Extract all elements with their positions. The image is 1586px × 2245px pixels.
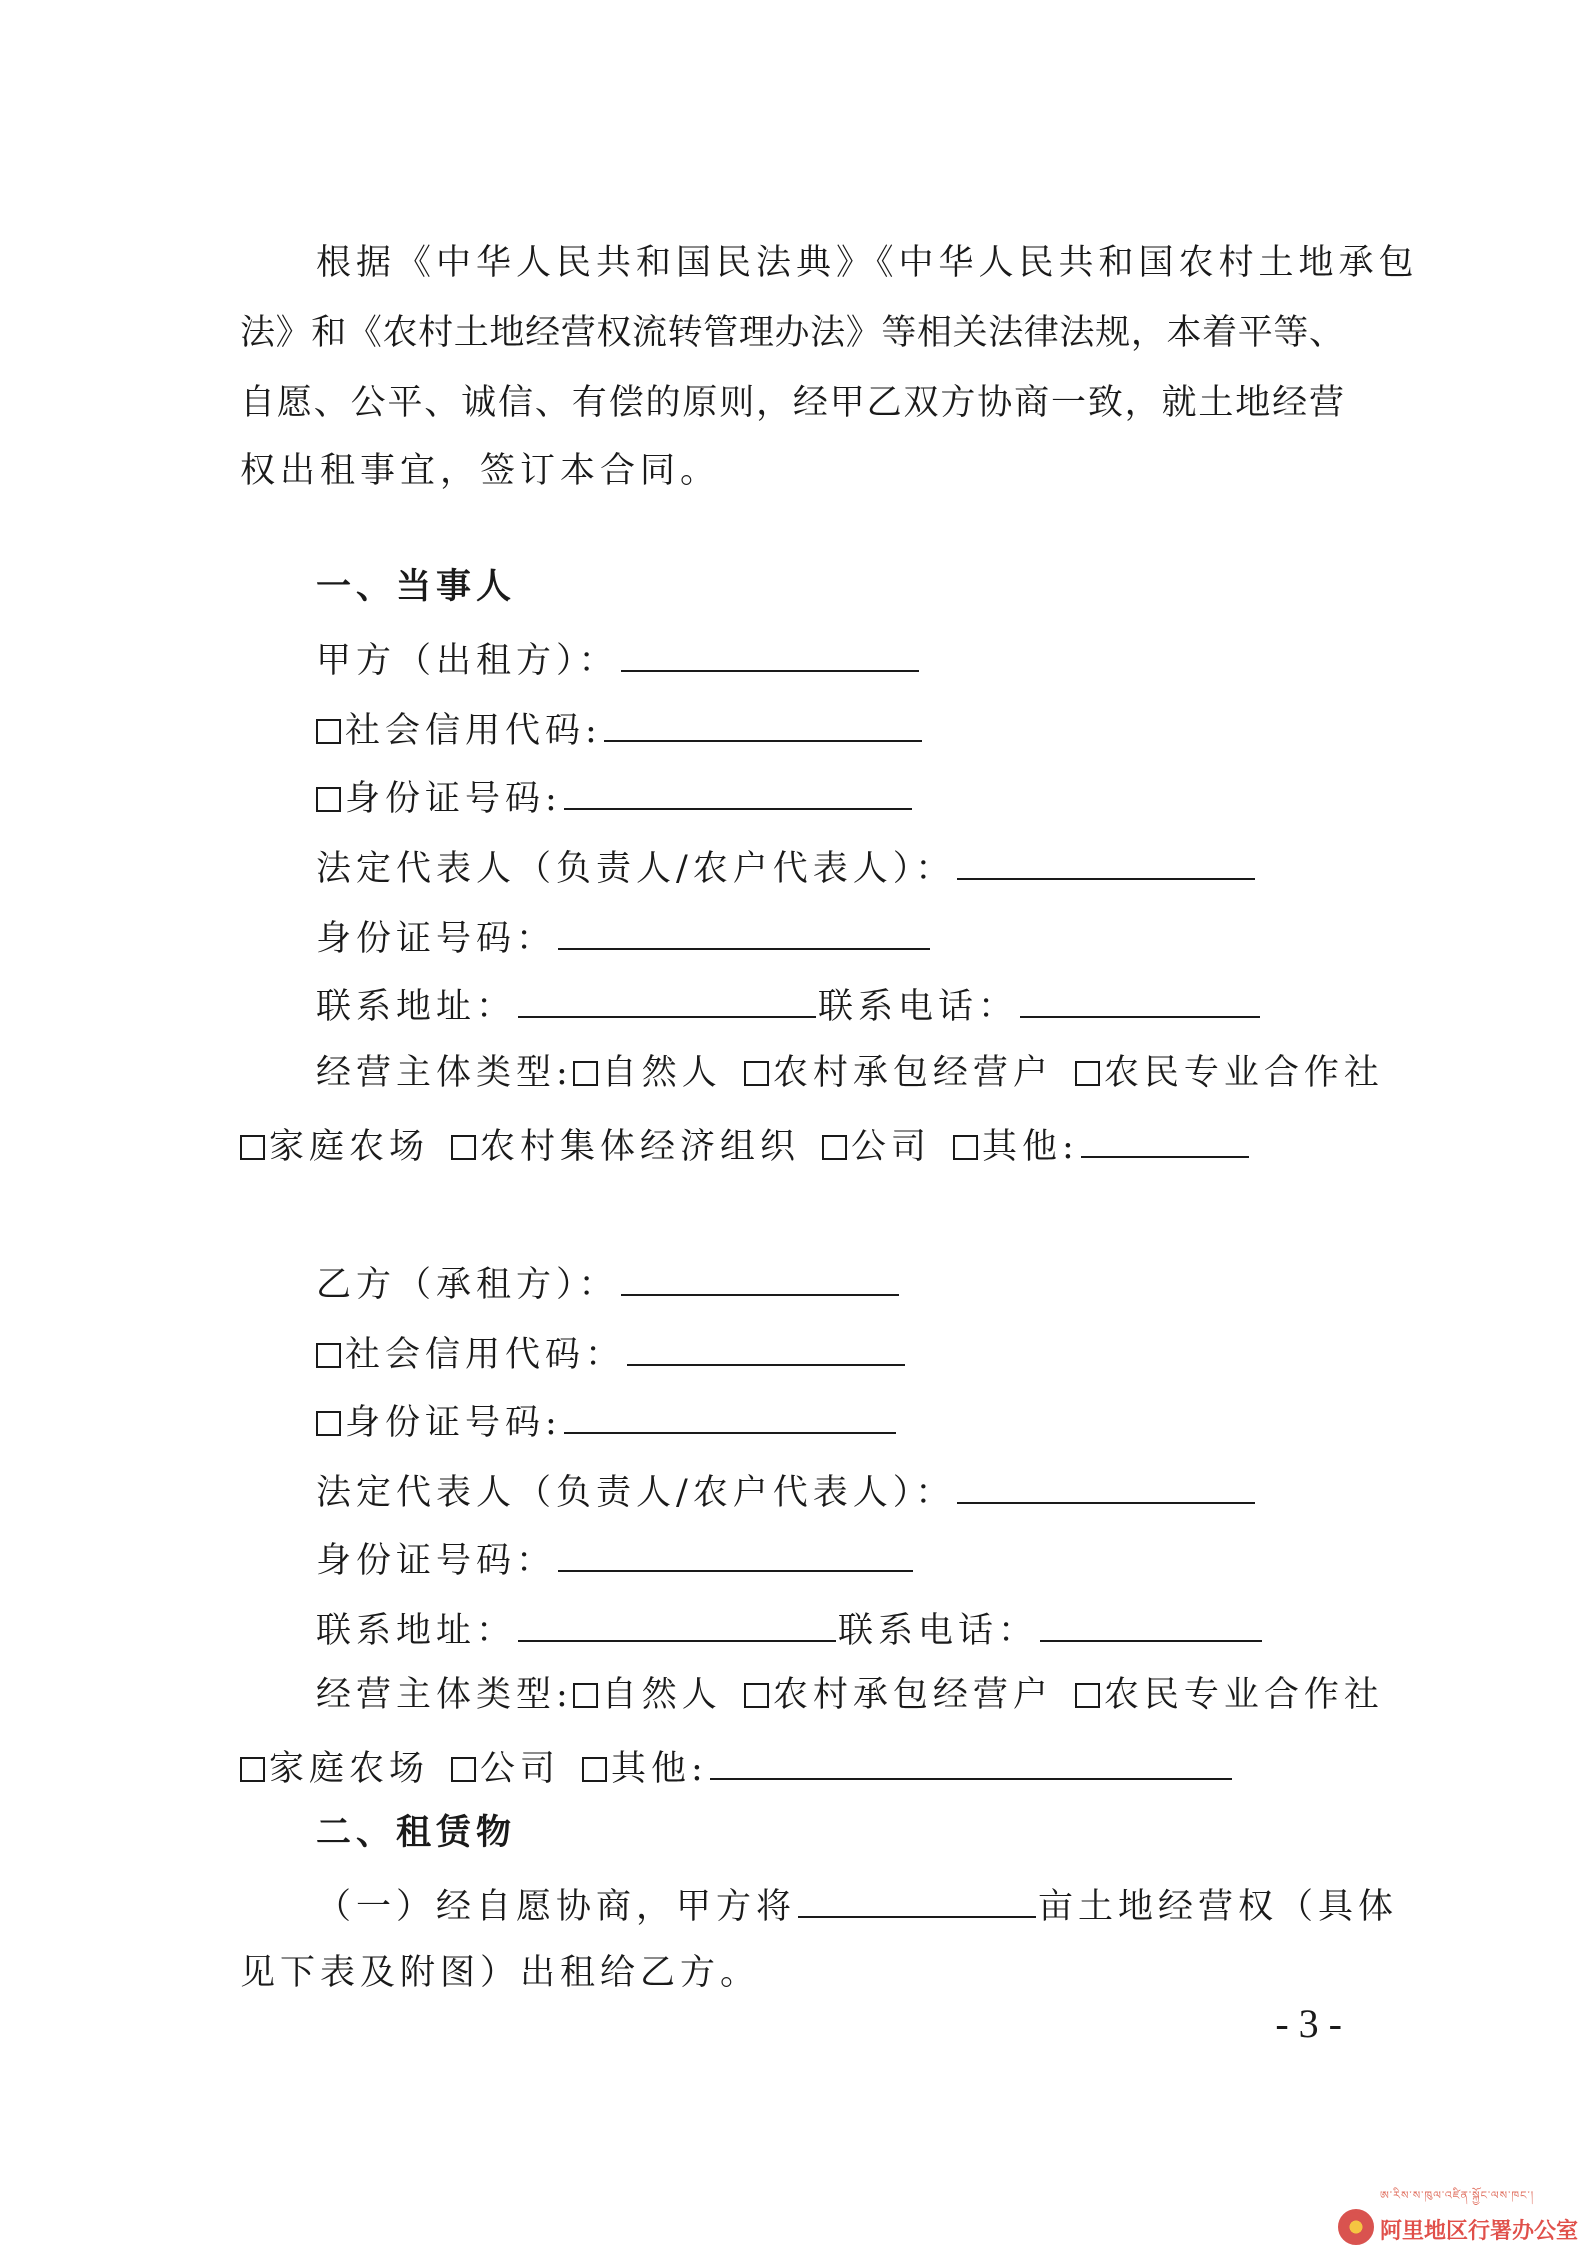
- intro-line-4: 权出租事宜，签订本合同。: [240, 451, 721, 491]
- party-a-type-row-2: [240, 1108, 1344, 1178]
- checkbox-icon[interactable]: [316, 719, 341, 744]
- party-b-id-label: 身份证号码:: [345, 1403, 562, 1443]
- party-a-address-label: 联系地址：: [316, 987, 517, 1027]
- party-b-type-row-2: [240, 1730, 1344, 1800]
- checkbox-icon[interactable]: [822, 1135, 847, 1160]
- party-a-type-label: 经营主体类型:: [316, 1053, 573, 1093]
- party-b-type-row-1: [316, 1660, 1384, 1730]
- checkbox-icon[interactable]: [744, 1061, 769, 1086]
- type-option: 农村承包经营户: [772, 1675, 1053, 1715]
- party-a-contact-row: [316, 968, 1346, 1038]
- leased-item-1-line-2: [240, 1938, 1344, 2008]
- party-b-rep-id-field[interactable]: [558, 1522, 913, 1572]
- party-a-credit-row: [316, 692, 1346, 762]
- checkbox-icon[interactable]: [953, 1135, 978, 1160]
- party-b-name-field[interactable]: [621, 1246, 899, 1296]
- checkbox-icon[interactable]: [316, 1411, 341, 1436]
- type-option: 自然人: [601, 1053, 722, 1093]
- type-other-label: 其他:: [982, 1127, 1079, 1167]
- type-option: 农村集体经济组织: [480, 1127, 801, 1167]
- leased-item-text: （一）经自愿协商，甲方将: [316, 1887, 797, 1927]
- emblem-icon: [1338, 2209, 1374, 2245]
- checkbox-icon[interactable]: [582, 1757, 607, 1782]
- checkbox-icon[interactable]: [573, 1061, 598, 1086]
- party-b-id-field[interactable]: [564, 1384, 896, 1434]
- type-option: 自然人: [601, 1675, 722, 1715]
- intro-line-3: 自愿、公平、诚信、有偿的原则，经甲乙双方协商一致，就土地经营: [240, 383, 1344, 423]
- type-option: 公司: [480, 1749, 561, 1789]
- leased-item-1-line-1: [316, 1868, 1399, 1938]
- checkbox-icon[interactable]: [451, 1757, 476, 1782]
- party-b-contact-row: [316, 1592, 1346, 1662]
- party-a-rep-id-label: 身份证号码：: [316, 919, 557, 959]
- intro-line-1: 根据《中华人民共和国民法典》《中华人民共和国农村土地承包: [316, 243, 1419, 283]
- party-b-credit-label: 社会信用代码：: [345, 1335, 626, 1375]
- watermark-office-name: 阿里地区行署办公室: [1379, 2219, 1578, 2244]
- party-b-id-row: [316, 1384, 1346, 1454]
- checkbox-icon[interactable]: [316, 787, 341, 812]
- section-heading-leased-property: 二、租赁物: [316, 1813, 517, 1853]
- leased-item-text: 亩土地经营权（具体: [1038, 1887, 1399, 1927]
- type-option: 农民专业合作社: [1103, 1675, 1384, 1715]
- checkbox-icon[interactable]: [316, 1343, 341, 1368]
- party-b-label: 乙方（承租方）：: [316, 1265, 619, 1305]
- party-b-address-label: 联系地址：: [316, 1611, 517, 1651]
- party-a-row: [316, 622, 1346, 692]
- type-option: 家庭农场: [269, 1127, 430, 1167]
- watermark-tibetan-text: ཨ་རིས་ས་ཁུལ་འཛིན་སྐྱོང་ལས་ཁང་།: [1379, 2189, 1535, 2202]
- party-b-rep-id-label: 身份证号码：: [316, 1541, 557, 1581]
- party-b-phone-label: 联系电话：: [838, 1611, 1039, 1651]
- office-watermark: [1338, 2183, 1578, 2245]
- party-b-rep-row: [316, 1454, 1346, 1524]
- party-b-type-label: 经营主体类型:: [316, 1675, 573, 1715]
- party-b-credit-field[interactable]: [627, 1316, 905, 1366]
- party-a-address-field[interactable]: [518, 968, 816, 1018]
- checkbox-icon[interactable]: [1075, 1061, 1100, 1086]
- type-option: 家庭农场: [269, 1749, 430, 1789]
- party-a-phone-label: 联系电话：: [818, 987, 1019, 1027]
- party-b-rep-label: 法定代表人（负责人/农户代表人）：: [316, 1473, 956, 1513]
- type-other-label: 其他:: [611, 1749, 708, 1789]
- type-option: 农村承包经营户: [772, 1053, 1053, 1093]
- party-b-address-field[interactable]: [518, 1592, 836, 1642]
- party-b-other-field[interactable]: [710, 1730, 1232, 1780]
- party-a-credit-field[interactable]: [604, 692, 922, 742]
- leased-item-text: 见下表及附图）出租给乙方。: [240, 1953, 761, 1993]
- party-a-id-row: [316, 760, 1346, 830]
- section-heading-parties: 一、当事人: [316, 567, 517, 607]
- party-a-rep-field[interactable]: [957, 830, 1255, 880]
- party-a-label: 甲方（出租方）：: [316, 641, 619, 681]
- intro-line-2: 法》和《农村土地经营权流转管理办法》等相关法律法规，本着平等、: [240, 313, 1344, 353]
- checkbox-icon[interactable]: [744, 1683, 769, 1708]
- party-b-phone-field[interactable]: [1040, 1592, 1262, 1642]
- checkbox-icon[interactable]: [240, 1757, 265, 1782]
- party-a-rep-id-field[interactable]: [558, 900, 930, 950]
- party-b-rep-field[interactable]: [957, 1454, 1255, 1504]
- party-a-rep-label: 法定代表人（负责人/农户代表人）：: [316, 849, 956, 889]
- type-option: 公司: [851, 1127, 932, 1167]
- checkbox-icon[interactable]: [1075, 1683, 1100, 1708]
- checkbox-icon[interactable]: [451, 1135, 476, 1160]
- party-a-name-field[interactable]: [621, 622, 919, 672]
- party-a-rep-row: [316, 830, 1346, 900]
- party-a-id-label: 身份证号码:: [345, 779, 562, 819]
- party-a-type-row-1: [316, 1038, 1384, 1108]
- checkbox-icon[interactable]: [240, 1135, 265, 1160]
- party-a-credit-label: 社会信用代码:: [345, 711, 602, 751]
- party-a-other-field[interactable]: [1081, 1108, 1249, 1158]
- party-b-rep-id-row: [316, 1522, 1346, 1592]
- party-b-row: [316, 1246, 1346, 1316]
- type-option: 农民专业合作社: [1103, 1053, 1384, 1093]
- acreage-field[interactable]: [798, 1868, 1036, 1918]
- party-b-credit-row: [316, 1316, 1346, 1386]
- party-a-phone-field[interactable]: [1020, 968, 1260, 1018]
- party-a-id-field[interactable]: [564, 760, 912, 810]
- checkbox-icon[interactable]: [573, 1683, 598, 1708]
- party-a-rep-id-row: [316, 900, 1346, 970]
- page-number: - 3 -: [1275, 2001, 1342, 2046]
